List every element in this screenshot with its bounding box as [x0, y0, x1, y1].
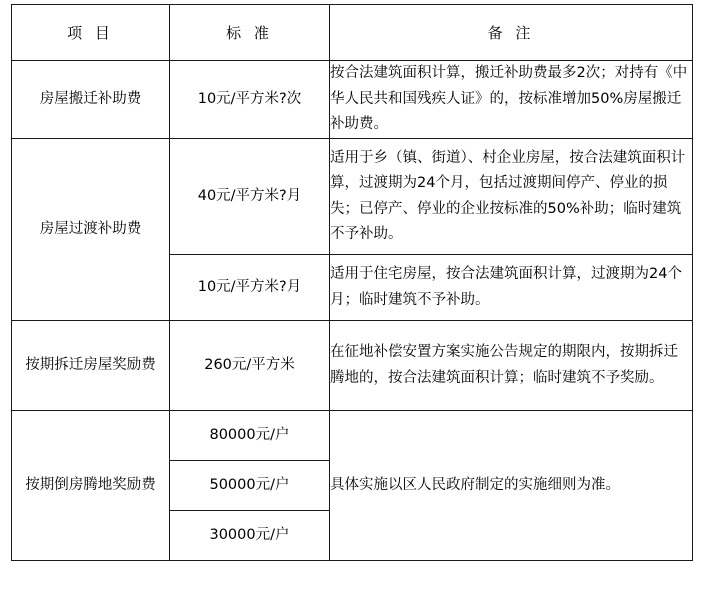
document-page — [0, 4, 703, 614]
row-note-ontime-vacate-award: 具体实施以区人民政府制定的实施细则为准。 — [330, 411, 693, 561]
row-standard-transition-enterprise: 40元/平方米?月 — [170, 139, 330, 255]
table-row — [12, 321, 693, 411]
row-note-relocation-subsidy: 按合法建筑面积计算，搬迁补助费最多2次；对持有《中华人民共和国残疾人证》的，按标准增加50%房屋搬迁补助费。 — [330, 61, 693, 139]
row-standard-relocation-subsidy: 10元/平方米?次 — [170, 61, 330, 139]
row-standard-vacate-50000: 50000元/户 — [170, 461, 330, 511]
row-note-transition-enterprise: 适用于乡（镇、街道）、村企业房屋，按合法建筑面积计算，过渡期为24个月，包括过渡期间停产、停业的损失；已停产、停业的企业按标准的50%补助；临时建筑不予补助。 — [330, 139, 693, 255]
header-standard: 标 准 — [170, 5, 330, 61]
row-item-ontime-vacate-award: 按期倒房腾地奖励费 — [12, 411, 170, 561]
row-standard-ontime-demolition-award: 260元/平方米 — [170, 321, 330, 411]
header-item: 项 目 — [12, 5, 170, 61]
header-note: 备 注 — [330, 5, 693, 61]
row-item-relocation-subsidy: 房屋搬迁补助费 — [12, 61, 170, 139]
table-row — [12, 411, 693, 461]
row-standard-vacate-80000: 80000元/户 — [170, 411, 330, 461]
compensation-standards-table — [11, 4, 693, 561]
row-standard-vacate-30000: 30000元/户 — [170, 511, 330, 561]
table-row — [12, 61, 693, 139]
row-note-transition-residential: 适用于住宅房屋，按合法建筑面积计算，过渡期为24个月；临时建筑不予补助。 — [330, 255, 693, 321]
table-row — [12, 139, 693, 255]
row-note-ontime-demolition-award: 在征地补偿安置方案实施公告规定的期限内，按期拆迁腾地的，按合法建筑面积计算；临时建筑不予奖励。 — [330, 321, 693, 411]
row-standard-transition-residential: 10元/平方米?月 — [170, 255, 330, 321]
row-item-ontime-demolition-award: 按期拆迁房屋奖励费 — [12, 321, 170, 411]
table-header-row — [12, 5, 693, 61]
row-item-transition-subsidy: 房屋过渡补助费 — [12, 139, 170, 321]
